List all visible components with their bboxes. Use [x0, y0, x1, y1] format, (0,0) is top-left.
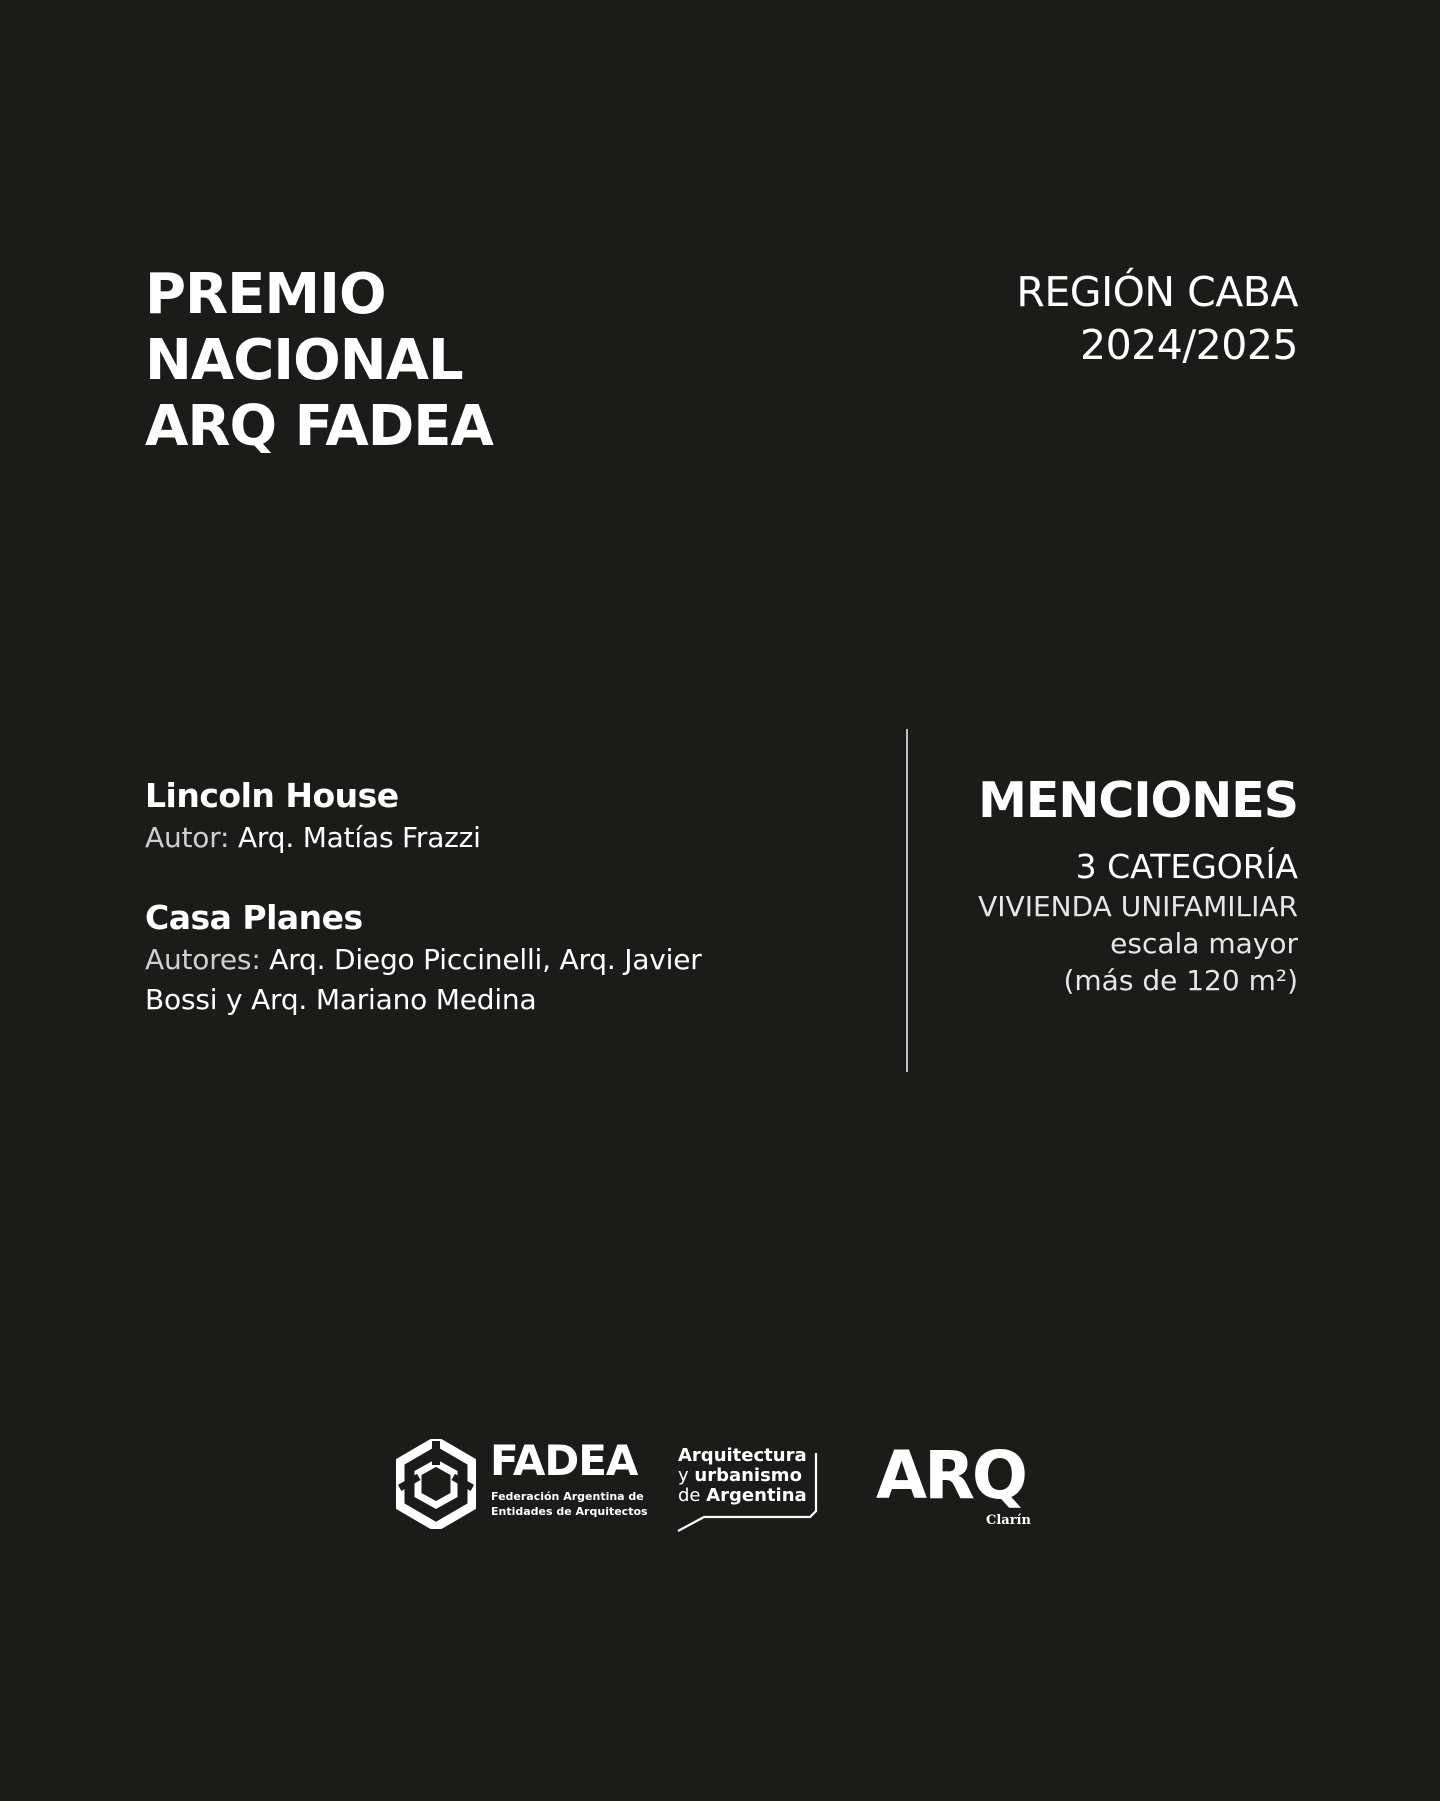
category-line-3: (más de 120 m²)	[1063, 964, 1298, 997]
region-period: 2024/2025	[1080, 321, 1298, 369]
works-list	[145, 774, 745, 1020]
aua-line-2	[678, 1466, 807, 1486]
aua-line-1: Arquitectura	[678, 1445, 807, 1466]
authors-label: Autores:	[145, 943, 261, 976]
title-line-3: ARQ FADEA	[145, 394, 493, 459]
aua-line-3-prefix: de	[678, 1485, 701, 1506]
title-line-1: PREMIO	[145, 262, 386, 327]
region-name: REGIÓN CABA	[1016, 268, 1298, 316]
work-item	[145, 774, 745, 858]
authors-names-cont: Bossi y Arq. Mariano Medina	[145, 983, 537, 1016]
arq-logo-subtitle: Clarín	[986, 1513, 1031, 1528]
aua-line-2-prefix: y	[678, 1465, 689, 1486]
work-authors	[145, 818, 745, 858]
fadea-logo-icon	[396, 1439, 476, 1529]
aua-line-3	[678, 1486, 807, 1506]
authors-label: Autor:	[145, 821, 230, 854]
logos-row	[396, 1437, 1046, 1537]
mentions-category: 3 CATEGORÍA	[1075, 847, 1298, 886]
mentions-block	[978, 770, 1298, 999]
aua-line-3-bold: Argentina	[706, 1485, 807, 1506]
authors-names: Arq. Matías Frazzi	[237, 821, 481, 854]
work-name: Lincoln House	[145, 776, 399, 815]
fadea-sub-line-2: Entidades de Arquitectos	[491, 1505, 648, 1518]
authors-names: Arq. Diego Piccinelli, Arq. Javier	[269, 943, 702, 976]
work-authors	[145, 940, 745, 1020]
work-item	[145, 896, 745, 1020]
mentions-title: MENCIONES	[978, 772, 1298, 829]
vertical-divider	[906, 729, 908, 1072]
fadea-sub-line-1: Federación Argentina de	[491, 1490, 644, 1503]
arq-logo-text: ARQ	[876, 1437, 1026, 1514]
fadea-logo-text: FADEA	[490, 1436, 638, 1485]
title-line-2: NACIONAL	[145, 328, 463, 393]
page-title	[145, 262, 493, 460]
category-line-2: escala mayor	[1110, 927, 1298, 960]
fadea-logo-subtitle	[491, 1489, 648, 1519]
aua-line-2-bold: urbanismo	[694, 1465, 802, 1486]
category-line-1: VIVIENDA UNIFAMILIAR	[978, 890, 1298, 923]
work-name: Casa Planes	[145, 898, 363, 937]
aua-logo-text	[678, 1446, 807, 1506]
region-block	[1016, 266, 1298, 372]
